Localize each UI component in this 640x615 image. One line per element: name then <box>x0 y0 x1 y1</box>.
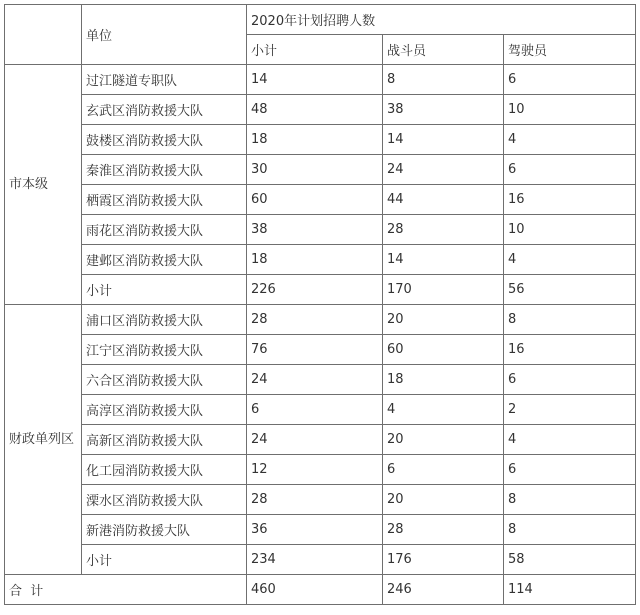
firefighter-cell: 176 <box>383 545 504 575</box>
unit-cell: 六合区消防救援大队 <box>82 365 247 395</box>
table-row <box>5 185 636 215</box>
unit-cell: 建邺区消防救援大队 <box>82 245 247 275</box>
firefighter-cell: 20 <box>383 485 504 515</box>
firefighter-cell: 20 <box>383 425 504 455</box>
unit-cell: 浦口区消防救援大队 <box>82 305 247 335</box>
unit-cell: 雨花区消防救援大队 <box>82 215 247 245</box>
subtotal-cell: 24 <box>247 365 383 395</box>
table-row <box>5 335 636 365</box>
firefighter-cell: 8 <box>383 65 504 95</box>
subtotal-cell: 226 <box>247 275 383 305</box>
table-row <box>5 545 636 575</box>
driver-cell: 4 <box>504 125 636 155</box>
driver-cell: 2 <box>504 395 636 425</box>
firefighter-cell: 6 <box>383 455 504 485</box>
table-row <box>5 455 636 485</box>
firefighter-cell: 38 <box>383 95 504 125</box>
unit-cell: 溧水区消防救援大队 <box>82 485 247 515</box>
total-firefighter-cell: 246 <box>383 575 504 605</box>
table-row <box>5 125 636 155</box>
table-row <box>5 515 636 545</box>
unit-cell: 新港消防救援大队 <box>82 515 247 545</box>
subtotal-cell: 234 <box>247 545 383 575</box>
unit-header: 单位 <box>82 5 247 65</box>
driver-cell: 16 <box>504 185 636 215</box>
recruitment-table <box>4 4 636 605</box>
driver-col-header: 驾驶员 <box>504 35 636 65</box>
unit-cell: 小计 <box>82 275 247 305</box>
subtotal-cell: 28 <box>247 485 383 515</box>
subtotal-cell: 14 <box>247 65 383 95</box>
group-name-cell: 市本级 <box>5 65 82 305</box>
subtotal-cell: 18 <box>247 245 383 275</box>
subtotal-cell: 60 <box>247 185 383 215</box>
driver-cell: 6 <box>504 155 636 185</box>
group-header-cell <box>5 5 82 65</box>
group-name-cell: 财政单列区 <box>5 305 82 575</box>
total-driver-cell: 114 <box>504 575 636 605</box>
subtotal-cell: 28 <box>247 305 383 335</box>
firefighter-cell: 28 <box>383 215 504 245</box>
table-row <box>5 485 636 515</box>
unit-cell: 高淳区消防救援大队 <box>82 395 247 425</box>
driver-cell: 6 <box>504 455 636 485</box>
subtotal-cell: 12 <box>247 455 383 485</box>
driver-cell: 8 <box>504 305 636 335</box>
unit-cell: 玄武区消防救援大队 <box>82 95 247 125</box>
plan-title-header: 2020年计划招聘人数 <box>247 5 636 35</box>
driver-cell: 4 <box>504 425 636 455</box>
driver-cell: 58 <box>504 545 636 575</box>
unit-cell: 过江隧道专职队 <box>82 65 247 95</box>
subtotal-cell: 38 <box>247 215 383 245</box>
unit-cell: 高新区消防救援大队 <box>82 425 247 455</box>
total-row <box>5 575 636 605</box>
firefighter-col-header: 战斗员 <box>383 35 504 65</box>
subtotal-cell: 36 <box>247 515 383 545</box>
firefighter-cell: 170 <box>383 275 504 305</box>
unit-cell: 秦淮区消防救援大队 <box>82 155 247 185</box>
header-row-1 <box>5 5 636 35</box>
driver-cell: 10 <box>504 95 636 125</box>
table-row <box>5 395 636 425</box>
table-row <box>5 245 636 275</box>
firefighter-cell: 24 <box>383 155 504 185</box>
total-subtotal-cell: 460 <box>247 575 383 605</box>
unit-cell: 鼓楼区消防救援大队 <box>82 125 247 155</box>
firefighter-cell: 60 <box>383 335 504 365</box>
table-row <box>5 365 636 395</box>
firefighter-cell: 18 <box>383 365 504 395</box>
subtotal-cell: 24 <box>247 425 383 455</box>
subtotal-cell: 6 <box>247 395 383 425</box>
subtotal-cell: 48 <box>247 95 383 125</box>
subtotal-cell: 30 <box>247 155 383 185</box>
unit-cell: 化工园消防救援大队 <box>82 455 247 485</box>
firefighter-cell: 14 <box>383 245 504 275</box>
unit-cell: 江宁区消防救援大队 <box>82 335 247 365</box>
driver-cell: 10 <box>504 215 636 245</box>
table-row <box>5 215 636 245</box>
total-label-cell: 合 计 <box>5 575 247 605</box>
firefighter-cell: 4 <box>383 395 504 425</box>
driver-cell: 16 <box>504 335 636 365</box>
driver-cell: 8 <box>504 515 636 545</box>
firefighter-cell: 20 <box>383 305 504 335</box>
table-row <box>5 155 636 185</box>
firefighter-cell: 14 <box>383 125 504 155</box>
subtotal-cell: 18 <box>247 125 383 155</box>
table-row <box>5 65 636 95</box>
subtotal-cell: 76 <box>247 335 383 365</box>
table-row <box>5 275 636 305</box>
driver-cell: 6 <box>504 65 636 95</box>
unit-cell: 栖霞区消防救援大队 <box>82 185 247 215</box>
table-body <box>5 5 636 605</box>
driver-cell: 6 <box>504 365 636 395</box>
driver-cell: 56 <box>504 275 636 305</box>
subtotal-col-header: 小计 <box>247 35 383 65</box>
firefighter-cell: 44 <box>383 185 504 215</box>
unit-cell: 小计 <box>82 545 247 575</box>
table-row <box>5 95 636 125</box>
table-row <box>5 425 636 455</box>
driver-cell: 8 <box>504 485 636 515</box>
firefighter-cell: 28 <box>383 515 504 545</box>
driver-cell: 4 <box>504 245 636 275</box>
table-row <box>5 305 636 335</box>
